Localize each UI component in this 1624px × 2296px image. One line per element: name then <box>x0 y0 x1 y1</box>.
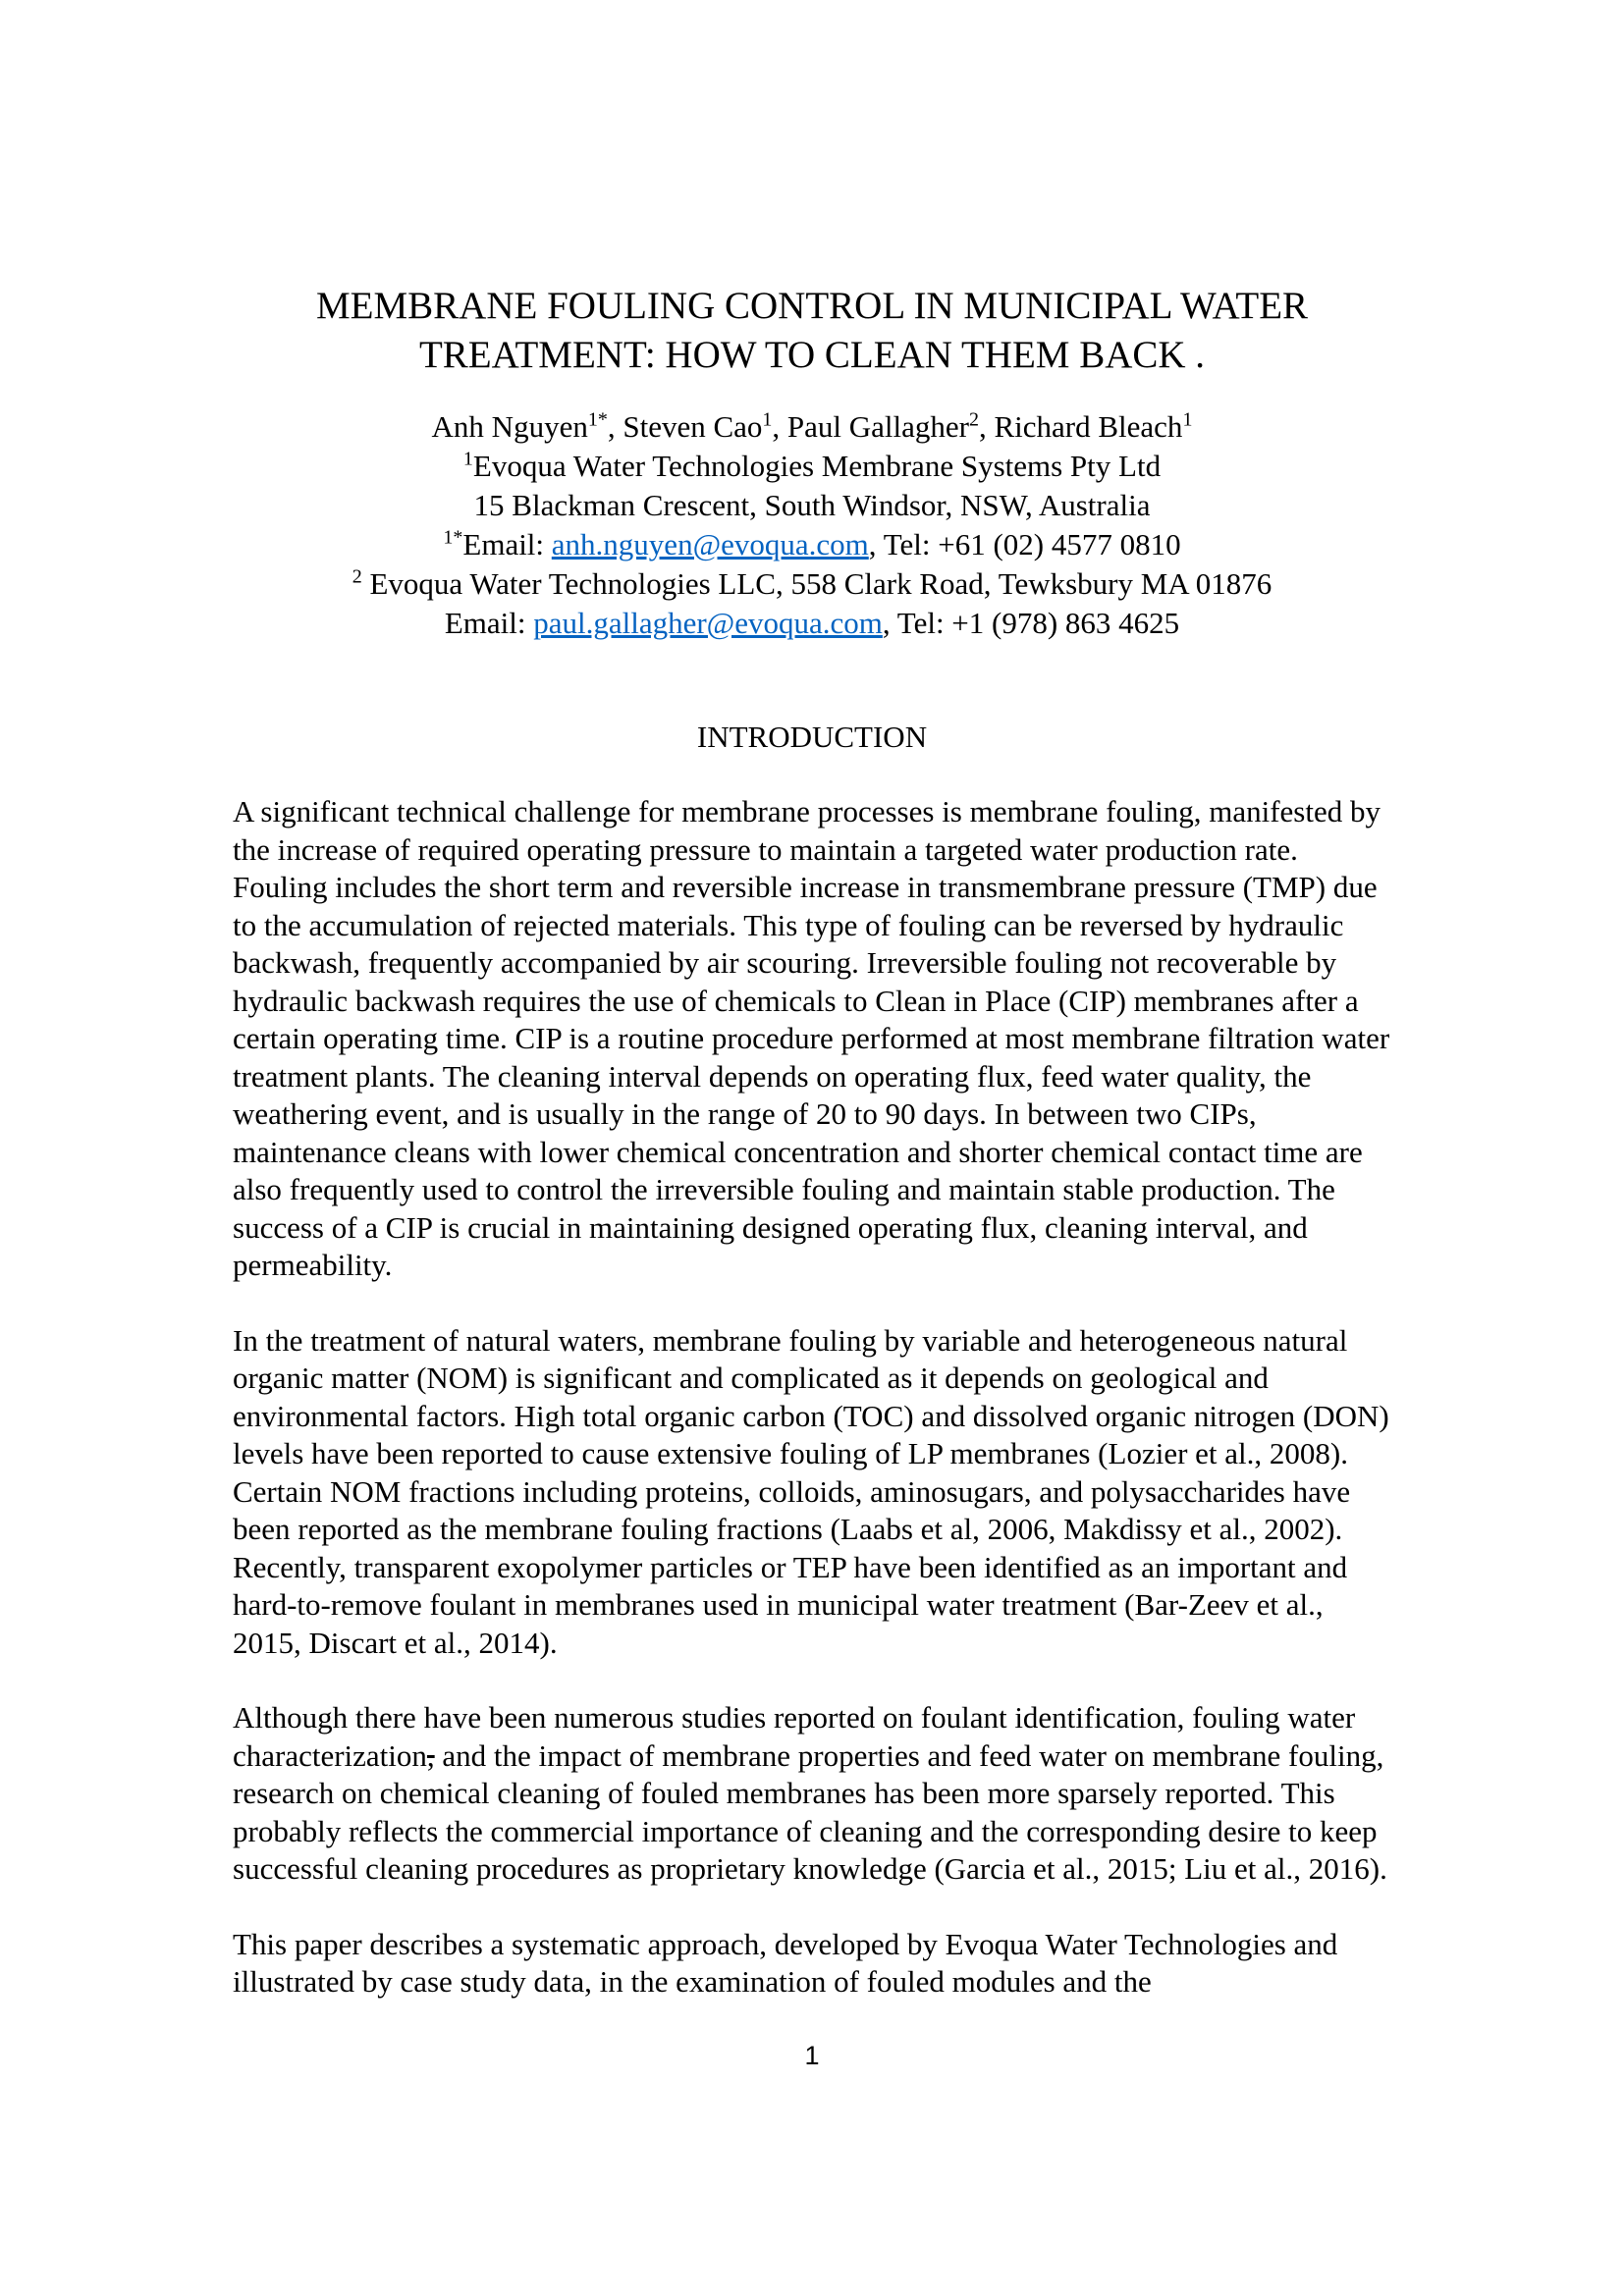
author-superscript: 1 <box>762 408 773 431</box>
phone-text: , Tel: +61 (02) 4577 0810 <box>868 527 1181 561</box>
author-line <box>233 407 1391 447</box>
section-heading-introduction: INTRODUCTION <box>696 720 928 754</box>
affiliation-block <box>233 447 1391 643</box>
title-line-2: TREATMENT: HOW TO CLEAN THEM BACK . <box>418 334 1206 376</box>
affiliation-line-2 <box>233 486 1391 525</box>
author-name: , Paul Gallagher <box>772 409 969 444</box>
title-line-1: MEMBRANE FOULING CONTROL IN MUNICIPAL WATER <box>315 285 1309 327</box>
phone-text: , Tel: +1 (978) 863 4625 <box>882 606 1180 640</box>
page-number: 1 <box>804 2041 820 2070</box>
paragraph-intro-2: In the treatment of natural waters, membrane fouling by variable and heterogeneous natural organic matter (NOM) is significant and complicated as it depends on geological and environmental factors. High total organic carbon (TOC) and dissolved organic nitrogen (DON) levels have been reported to cause extensive fouling of LP membranes (Lozier et al., 2008). Certain NOM fractions including proteins, colloids, aminosugars, and polysaccharides have been reported as the membrane fouling fractions (Laabs et al, 2006, Makdissy et al., 2002). Recently, transparent exopolymer particles or TEP have been identified as an important and hard-to-remove foulant in membranes used in municipal water treatment (Bar-Zeev et al., 2015, Discart et al., 2014). <box>233 1322 1389 1660</box>
email-label: Email: <box>444 606 534 640</box>
affiliation-line-5 <box>233 604 1391 643</box>
paragraph-intro-1: A significant technical challenge for membrane processes is membrane fouling, manifested by the increase of required operating pressure to maintain a targeted water production rate. Fouling includes the short term and reversible increase in transmembrane pressure (TMP) due to the accumulation of rejected materials. This type of fouling can be reversed by hydraulic backwash, frequently accompanied by air scouring. Irreversible fouling not recoverable by hydraulic backwash requires the use of chemicals to Clean in Place (CIP) membranes after a certain operating time. CIP is a routine procedure performed at most membrane filtration water treatment plants. The cleaning interval depends on operating flux, feed water quality, the weathering event, and is usually in the range of 20 to 90 days. In between two CIPs, maintenance cleans with lower chemical concentration and shorter chemical contact time are also frequently used to control the irreversible fouling and maintain stable production. The success of a CIP is crucial in maintaining designed operating flux, cleaning interval, and permeability. <box>233 794 1390 1282</box>
author-superscript: 2 <box>968 408 979 431</box>
affiliation-text: 15 Blackman Crescent, South Windsor, NSW, Australia <box>473 488 1151 522</box>
author-superscript: 1 <box>1182 408 1193 431</box>
email-link-paul-gallagher[interactable]: paul.gallagher@evoqua.com <box>533 606 883 640</box>
affiliation-text: Evoqua Water Technologies Membrane Systems Pty Ltd <box>472 449 1162 483</box>
email-label: Email: <box>462 527 552 561</box>
affiliation-text: Evoqua Water Technologies LLC, 558 Clark Road, Tewksbury MA 01876 <box>361 566 1272 601</box>
author-name: , Steven Cao <box>607 409 763 444</box>
author-superscript: 1* <box>587 408 608 431</box>
email-link-anh-nguyen[interactable]: anh.nguyen@evoqua.com <box>551 527 869 561</box>
strikethrough-comma: , <box>426 1737 435 1773</box>
affiliation-superscript: 2 <box>352 565 362 588</box>
paragraph-text: Although there have been numerous studies reported on foulant identification, fouling water characterization <box>233 1700 1356 1773</box>
paragraph-intro-3 <box>233 1699 1391 1889</box>
author-name: , Richard Bleach <box>978 409 1183 444</box>
page-content <box>233 0 1391 2002</box>
paper-title <box>233 282 1391 380</box>
affiliation-superscript: 1 <box>462 448 473 470</box>
paragraph-intro-4: This paper describes a systematic approach, developed by Evoqua Water Technologies and illustrated by case study data, in the examination of fouled modules and the <box>233 1926 1338 1999</box>
affiliation-line-3 <box>233 525 1391 564</box>
affiliation-line-1 <box>233 447 1391 486</box>
author-name: Anh Nguyen <box>431 409 588 444</box>
paragraph-text: and the impact of membrane properties and feed water on membrane fouling, research on chemical cleaning of fouled membranes has been more sparsely reported. This probably reflects the commercial importance of cleaning and the corresponding desire to keep successful cleaning procedures as proprietary knowledge (Garcia et al., 2015; Liu et al., 2016). <box>233 1737 1387 1886</box>
affiliation-superscript: 1* <box>443 526 463 549</box>
affiliation-line-4 <box>233 564 1391 604</box>
